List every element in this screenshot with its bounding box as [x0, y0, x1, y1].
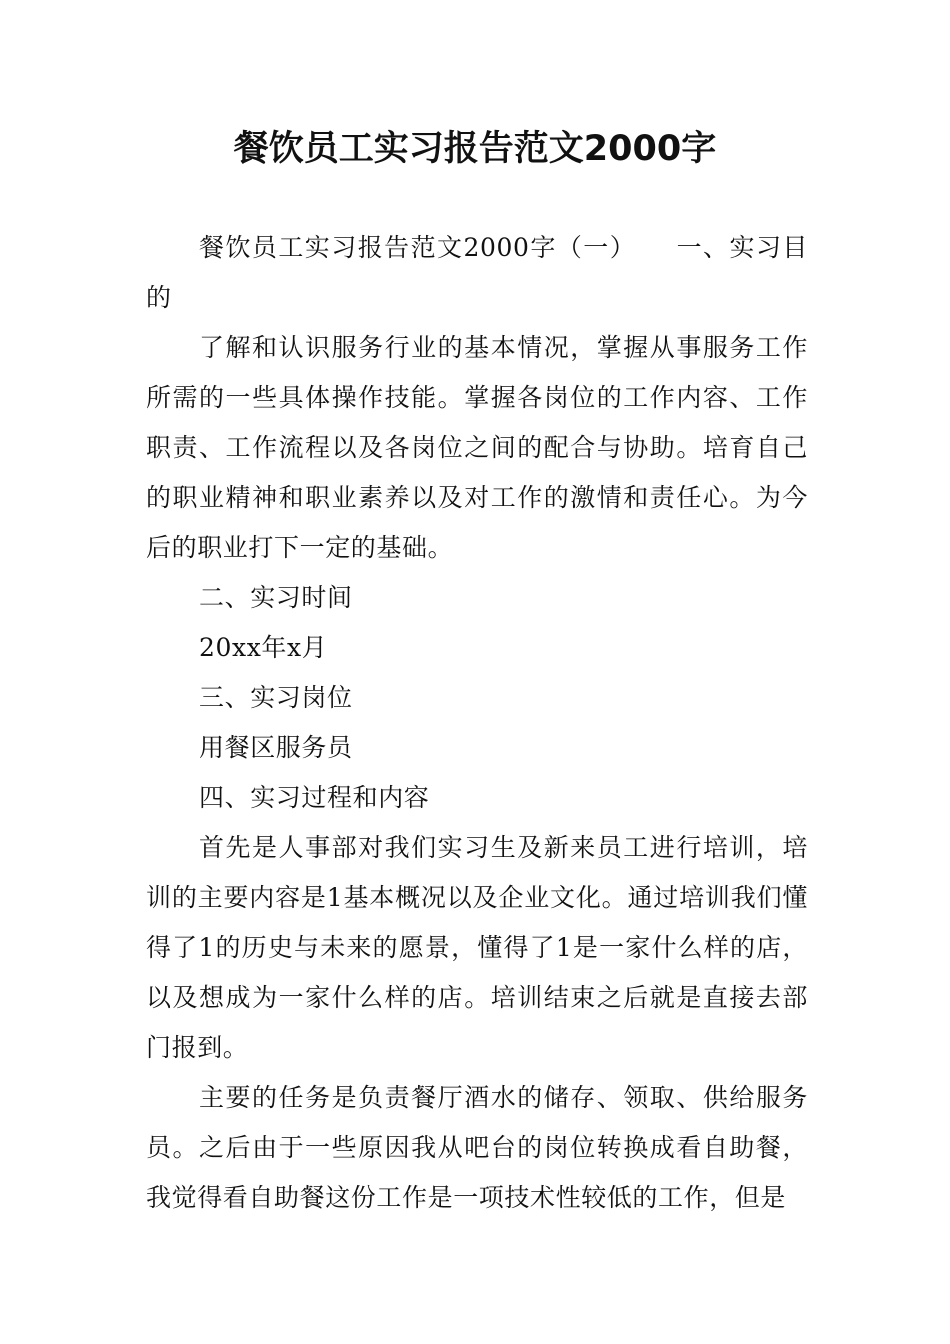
document-title: 餐饮员工实习报告范文2000字: [233, 129, 717, 169]
paragraph-purpose: 了解和认识服务行业的基本情况，掌握从事服务工作所需的一些具体操作技能。掌握各岗位的工作内容、工作职责、工作流程以及各岗位之间的配合与协助。培育自己的职业精神和职业素养以及对工作的激情和责任心。为今后的职业打下一定的基础。: [146, 333, 808, 562]
paragraph-training: 首先是人事部对我们实习生及新来员工进行培训，培训的主要内容是1基本概况以及企业文化。通过培训我们懂得了1的历史与未来的愿景，懂得了1是一家什么样的店，以及想成为一家什么样的店。培训结束之后就是直接去部门报到。: [146, 833, 808, 1062]
document-body: [146, 223, 808, 1223]
paragraph-position: 用餐区服务员: [199, 733, 353, 762]
section-heading-position: 三、实习岗位: [199, 683, 353, 712]
paragraph-tasks: 主要的任务是负责餐厅酒水的储存、领取、供给服务员。之后由于一些原因我从吧台的岗位转换成看自助餐，我觉得看自助餐这份工作是一项技术性较低的工作，但是: [146, 1083, 808, 1212]
paragraph-intro-heading: 餐饮员工实习报告范文2000字（一） 一、实习目的: [146, 233, 808, 312]
section-heading-time: 二、实习时间: [199, 583, 353, 612]
paragraph-time: 20xx年x月: [199, 633, 328, 662]
section-heading-process: 四、实习过程和内容: [199, 783, 430, 812]
